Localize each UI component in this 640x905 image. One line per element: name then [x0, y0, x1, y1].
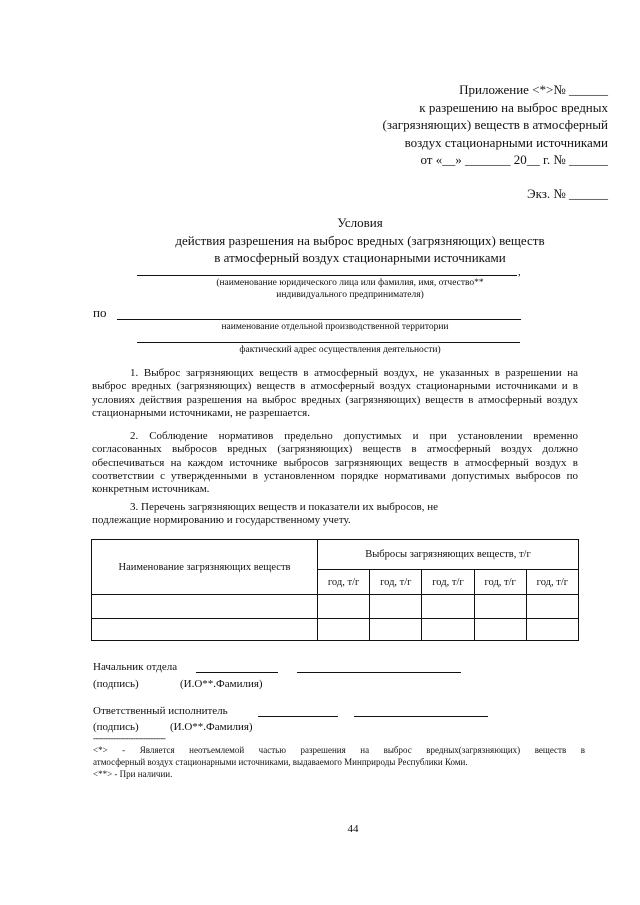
paragraph-2: 2. Соблюдение нормативов предельно допустимых и при установлении временно согласованных выбросов вредных (загрязняющих) веществ в атмосферный воздух должно обеспечиваться на каждом источнике выбросов загрязняющих веществ в атмосферный воздух в соответствии с утвержденными в установленном порядке нормативами допустимых выбросов по конкретным источникам.: [92, 430, 578, 496]
chief-name-blank: [297, 672, 461, 673]
table-cell: [526, 619, 578, 641]
appendix-ref-line3: (загрязняющих) веществ в атмосферный: [382, 117, 608, 132]
chief-sign-caption: (подпись): [93, 678, 139, 690]
paragraph-1: 1. Выброс загрязняющих веществ в атмосферный воздух, не указанных в разрешении на выброс вредных (загрязняющих) веществ в атмосферный воздух стационарными источниками и в условиях действия разрешения на выброс вредных (загрязняющих) веществ в атмосферный воздух стационарными источниками, не разрешается.: [92, 367, 578, 419]
paragraph-3-line1: 3. Перечень загрязняющих веществ и показатели их выбросов, не: [130, 501, 438, 513]
table-cell: [422, 595, 474, 619]
appendix-number: Приложение <*>№ ______: [459, 82, 608, 97]
legal-entity-blank: [137, 275, 517, 276]
address-blank: [137, 342, 520, 343]
chief-label: Начальник отдела: [93, 661, 178, 673]
footnote-separator: -----------------------------: [93, 733, 166, 743]
year-header: год, т/г: [422, 570, 474, 595]
chief-signature-blank: [196, 672, 278, 673]
table-row: [92, 619, 579, 641]
legal-entity-caption-1: (наименование юридического лица или фамилия, имя, отчество**: [216, 278, 484, 288]
territory-blank: [117, 319, 521, 320]
year-header: год, т/г: [526, 570, 578, 595]
year-header: год, т/г: [370, 570, 422, 595]
table-cell: [92, 619, 318, 641]
emissions-group-header: Выбросы загрязняющих веществ, т/г: [318, 540, 579, 570]
appendix-ref-line4: воздух стационарными источниками: [404, 135, 608, 150]
title-conditions: Условия: [337, 215, 383, 230]
title-line3: в атмосферный воздух стационарными источниками: [214, 250, 506, 265]
footnote-1-line2: атмосферный воздух стационарными источниками, выдаваемого Минприроды Республики Коми.: [93, 757, 468, 767]
emissions-table: [91, 539, 579, 641]
executor-signature-blank: [258, 716, 338, 717]
table-cell: [474, 595, 526, 619]
footnote-1-line1: <*> - Является неотъемлемой частью разрешения на выброс вредных(загрязняющих) веществ в: [93, 745, 585, 755]
legal-entity-caption-2: индивидуального предпринимателя): [276, 290, 424, 300]
year-header: год, т/г: [474, 570, 526, 595]
table-cell: [318, 619, 370, 641]
table-row: [92, 595, 579, 619]
executor-sign-caption: (подпись): [93, 721, 139, 733]
address-caption: фактический адрес осуществления деятельности): [239, 345, 441, 355]
paragraph-3-line2: подлежащие нормированию и государственному учету.: [92, 514, 351, 526]
appendix-date-number: от «__» _______ 20__ г. № ______: [420, 152, 608, 167]
table-cell: [474, 619, 526, 641]
table-cell: [422, 619, 474, 641]
table-cell: [318, 595, 370, 619]
table-cell: [370, 595, 422, 619]
page-number: 44: [347, 823, 359, 835]
po-label: по: [93, 305, 107, 320]
executor-name-caption: (И.О**.Фамилия): [170, 721, 253, 733]
chief-name-caption: (И.О**.Фамилия): [180, 678, 263, 690]
territory-caption: наименование отдельной производственной территории: [221, 322, 449, 332]
table-cell: [370, 619, 422, 641]
executor-name-blank: [354, 716, 488, 717]
executor-label: Ответственный исполнитель: [93, 705, 228, 717]
col-substance-header: Наименование загрязняющих веществ: [92, 540, 318, 595]
table-cell: [526, 595, 578, 619]
copy-number: Экз. № ______: [526, 186, 608, 201]
legal-entity-comma: ,: [518, 266, 521, 278]
title-line2: действия разрешения на выброс вредных (загрязняющих) веществ: [175, 233, 545, 248]
footnote-2: <**> - При наличии.: [93, 769, 173, 779]
appendix-ref-line2: к разрешению на выброс вредных: [419, 100, 608, 115]
year-header: год, т/г: [318, 570, 370, 595]
table-cell: [92, 595, 318, 619]
